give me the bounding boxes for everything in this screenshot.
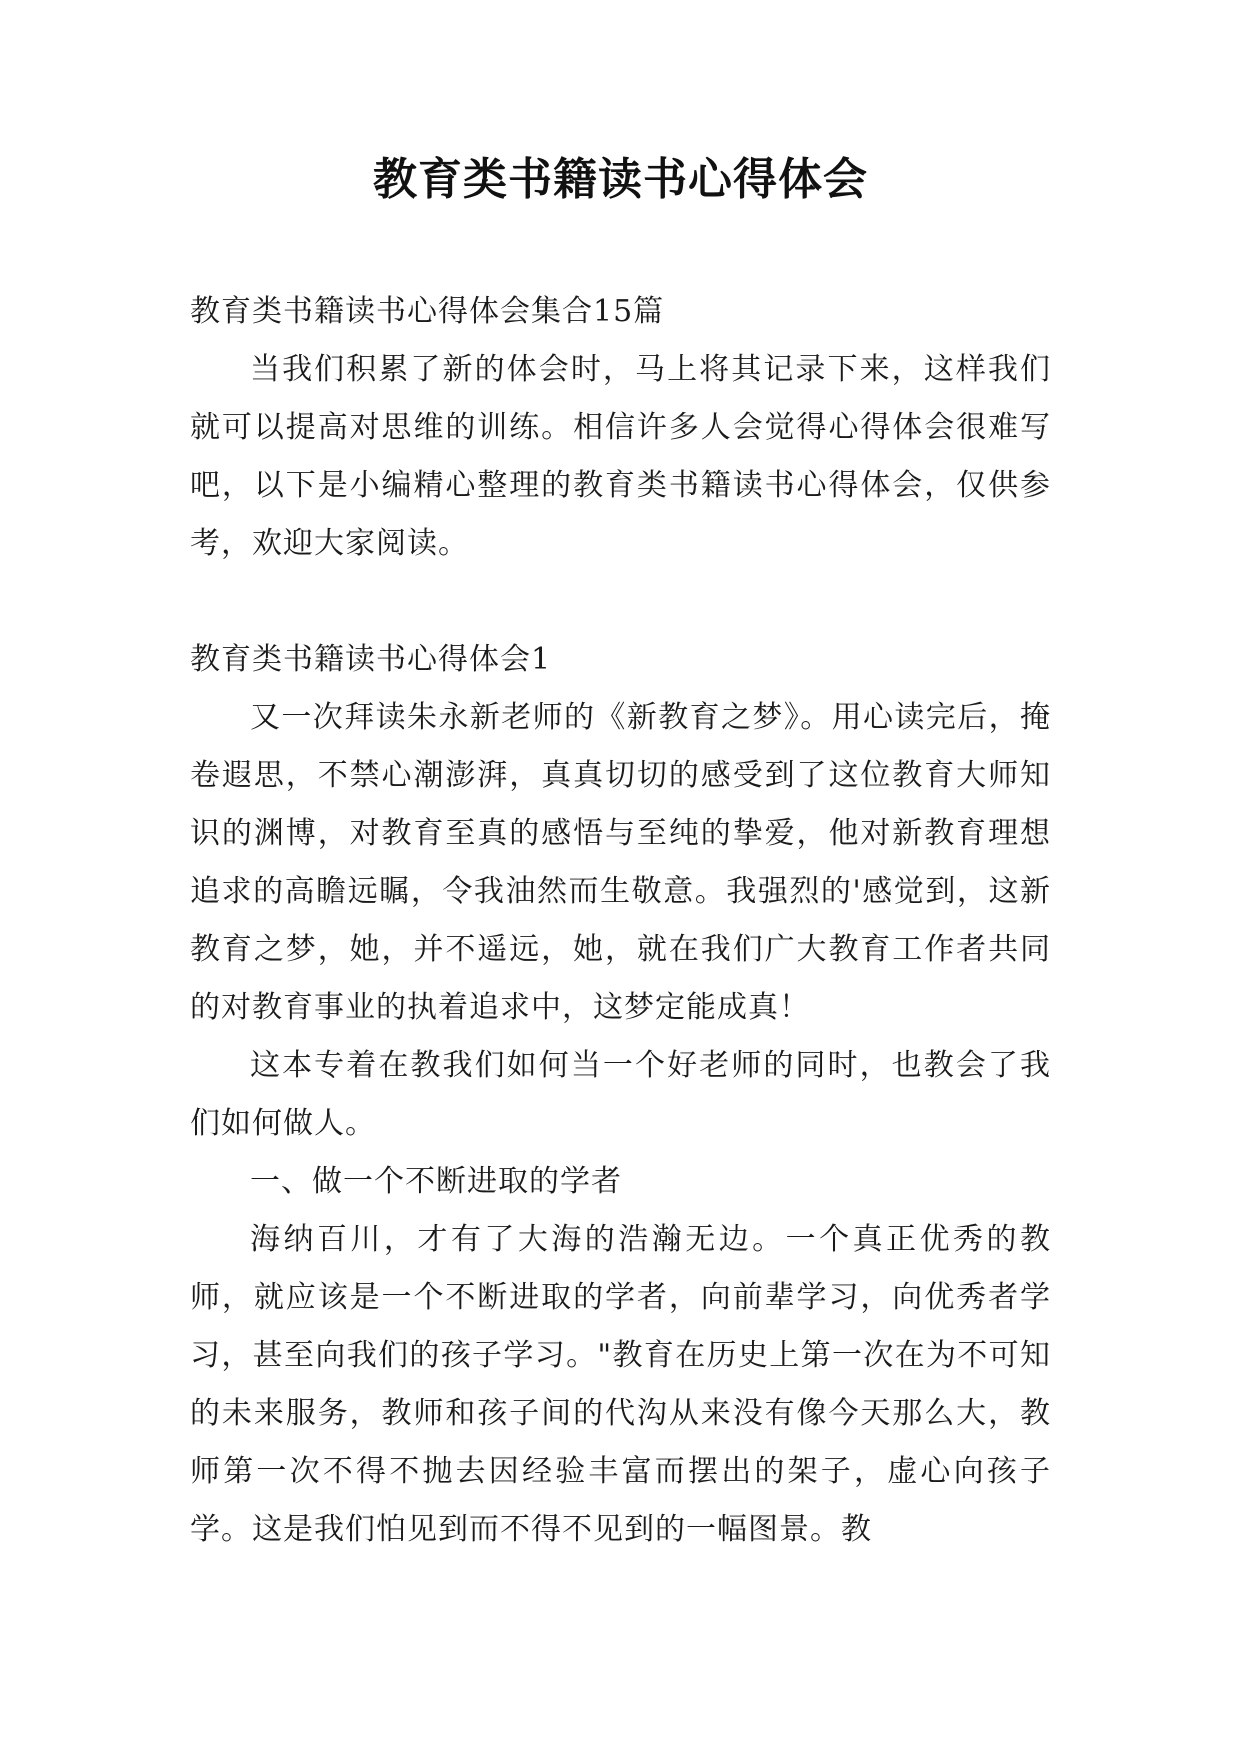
document-subtitle: 教育类书籍读书心得体会集合15篇 xyxy=(190,294,665,329)
body-paragraph: 这本专着在教我们如何当一个好老师的同时，也教会了我们如何做人。 xyxy=(190,1048,1051,1141)
subheading-paragraph: 一、做一个不断进取的学者 xyxy=(250,1164,622,1199)
document-body xyxy=(190,283,1051,1559)
section-heading: 教育类书籍读书心得体会1 xyxy=(190,642,552,677)
body-paragraph: 海纳百川，才有了大海的浩瀚无边。一个真正优秀的教师，就应该是一个不断进取的学者，向前辈学习，向优秀者学习，甚至向我们的孩子学习。"教育在历史上第一次在为不可知的未来服务，教师和孩子间的代沟从来没有像今天那么大，教师第一次不得不抛去因经验丰富而摆出的架子，虚心向孩子学。这是我们怕见到而不得不见到的一幅图景。教 xyxy=(190,1222,1051,1547)
paragraph-gap xyxy=(190,573,1051,631)
document-title: 教育类书籍读书心得体会 xyxy=(373,154,868,205)
intro-paragraph: 当我们积累了新的体会时，马上将其记录下来，这样我们就可以提高对思维的训练。相信许多人会觉得心得体会很难写吧，以下是小编精心整理的教育类书籍读书心得体会，仅供参考，欢迎大家阅读。 xyxy=(190,352,1051,561)
body-paragraph: 又一次拜读朱永新老师的《新教育之梦》。用心读完后，掩卷遐思，不禁心潮澎湃，真真切切的感受到了这位教育大师知识的渊博，对教育至真的感悟与至纯的挚爱，他对新教育理想追求的高瞻远瞩，令我油然而生敬意。我强烈的'感觉到，这新教育之梦，她，并不遥远，她，就在我们广大教育工作者共同的对教育事业的执着追求中，这梦定能成真！ xyxy=(190,700,1051,1025)
